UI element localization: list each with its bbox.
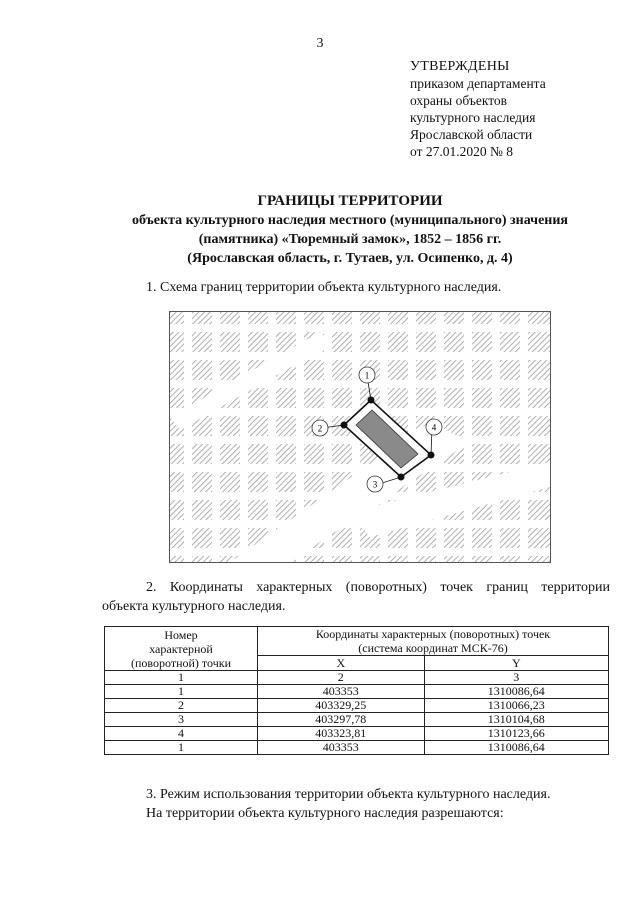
table-cell: 1310086,64 <box>424 685 608 699</box>
table-cell: 1310066,23 <box>424 699 608 713</box>
table-cell: 1310104,68 <box>424 713 608 727</box>
table-cell: 403353 <box>258 685 425 699</box>
boundary-point-2 <box>341 422 348 429</box>
section-2-line: 2. Координаты характерных (поворотных) точек границ территории <box>146 580 610 595</box>
page-number: 3 <box>316 36 324 51</box>
approval-heading: УТВЕРЖДЕНЫ <box>410 59 510 74</box>
approval-line: культурного наследия <box>410 110 536 125</box>
map-drawing <box>170 312 550 562</box>
title-line: (Ярославская область, г. Тутаев, ул. Осипенко, д. 4) <box>187 251 513 266</box>
point-number-header <box>105 627 258 671</box>
approval-line: приказом департамента <box>410 76 546 91</box>
boundary-point-1 <box>368 397 375 404</box>
point-label-3: 3 <box>372 479 378 490</box>
section-3 <box>102 785 610 823</box>
column-numbering-row <box>105 671 609 685</box>
coordinates-table <box>104 626 609 755</box>
title-line: (памятника) «Тюремный замок», 1852 – 1856 гг. <box>198 232 502 247</box>
approval-block <box>410 58 630 160</box>
x-header: X <box>258 656 425 671</box>
table-cell: 403353 <box>258 741 425 755</box>
table-row <box>105 727 609 741</box>
approval-line: охраны объектов <box>410 93 508 108</box>
header-line: (система координат МСК-76) <box>358 641 508 655</box>
table-cell: 2 <box>258 671 425 685</box>
table-cell: 2 <box>105 699 258 713</box>
table-cell: 403323,81 <box>258 727 425 741</box>
title-main: ГРАНИЦЫ ТЕРРИТОРИИ <box>257 193 443 209</box>
point-label-2: 2 <box>317 423 323 434</box>
boundary-point-3 <box>398 474 405 481</box>
table-cell: 1 <box>105 741 258 755</box>
point-label-4: 4 <box>431 422 437 433</box>
boundary-map <box>169 311 551 563</box>
section-1-heading: 1. Схема границ территории объекта культурного наследия. <box>146 280 502 295</box>
title-line: объекта культурного наследия местного (муниципального) значения <box>131 213 568 228</box>
section-3-text: На территории объекта культурного наследия разрешаются: <box>146 806 504 821</box>
y-header: Y <box>424 656 608 671</box>
header-line: Координаты характерных (поворотных) точек <box>315 627 551 641</box>
table-cell: 403329,25 <box>258 699 425 713</box>
boundary-point-4 <box>428 452 435 459</box>
document-title <box>60 192 640 268</box>
header-line: (поворотной) точки <box>131 655 231 670</box>
section-2-heading <box>102 578 610 616</box>
section-3-heading: 3. Режим использования территории объекта культурного наследия. <box>146 787 551 802</box>
table-row <box>105 685 609 699</box>
header-line: характерной <box>149 641 213 656</box>
table-row <box>105 713 609 727</box>
table-cell: 1310123,66 <box>424 727 608 741</box>
table-cell: 1 <box>105 685 258 699</box>
table-cell: 4 <box>105 727 258 741</box>
coordinates-header <box>258 627 609 656</box>
table-cell: 1310086,64 <box>424 741 608 755</box>
approval-line: Ярославской области <box>410 127 533 142</box>
table-cell: 3 <box>105 713 258 727</box>
table-cell: 1 <box>105 671 258 685</box>
section-2-line: объекта культурного наследия. <box>102 599 286 614</box>
table-cell: 403297,78 <box>258 713 425 727</box>
approval-date: от 27.01.2020 № 8 <box>410 144 513 159</box>
point-label-1: 1 <box>364 370 370 381</box>
header-line: Номер <box>164 627 198 642</box>
table-row <box>105 741 609 755</box>
table-cell: 3 <box>424 671 608 685</box>
table-row <box>105 699 609 713</box>
